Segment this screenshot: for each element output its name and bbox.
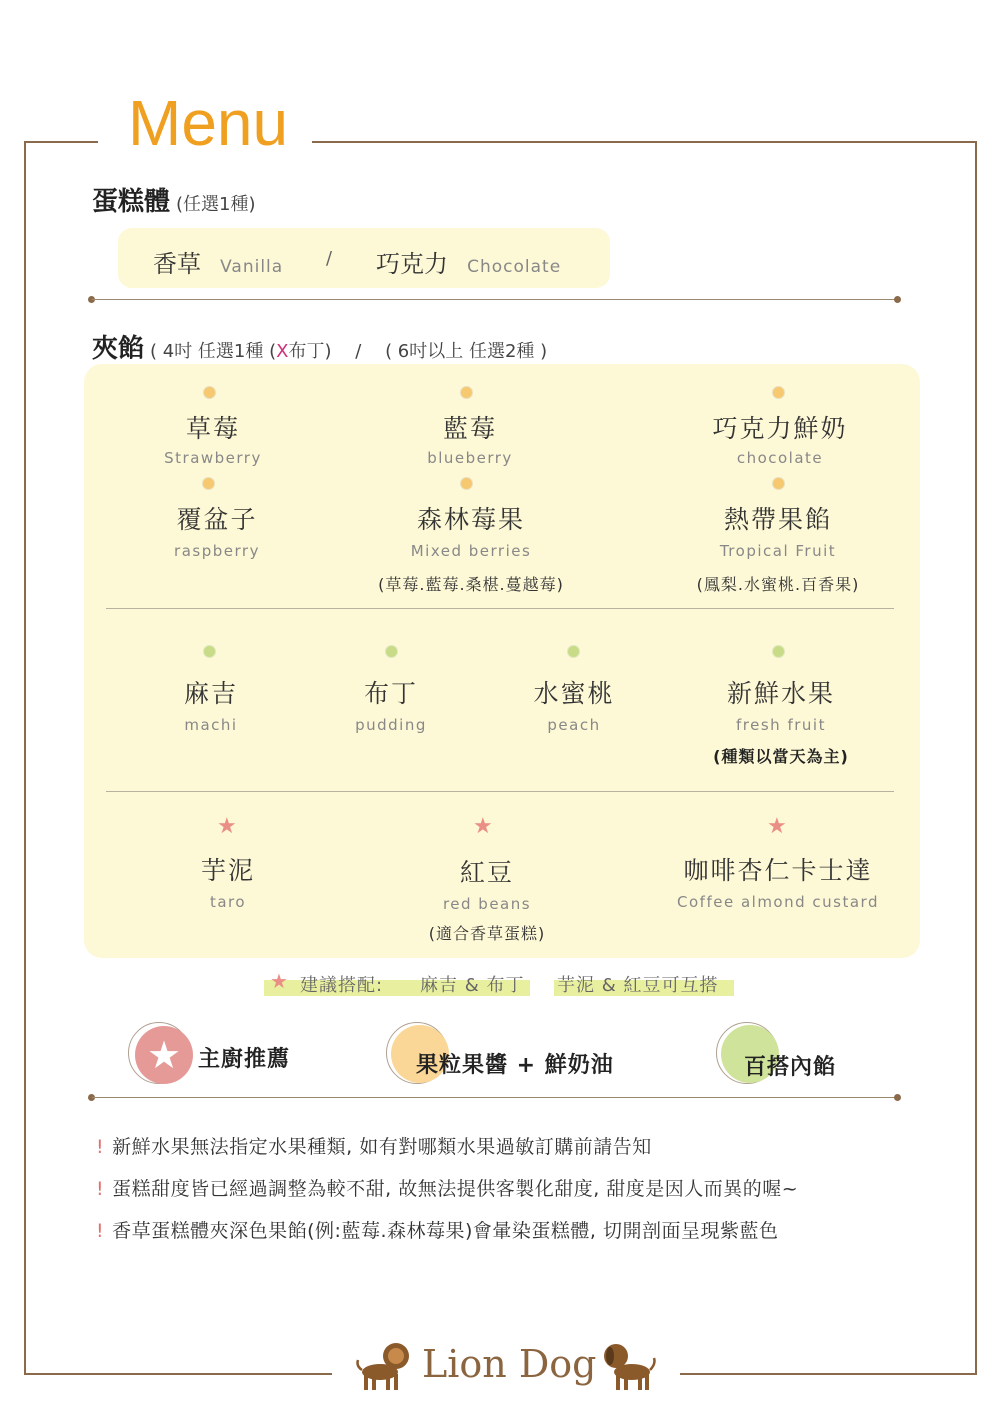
section-divider [92, 1097, 898, 1098]
warning-mark-icon: ! [96, 1220, 105, 1242]
filling-item [658, 500, 898, 595]
filling-note-x: X [276, 341, 289, 362]
filling-sub: (適合香草蛋糕) [428, 924, 546, 943]
frame-top-right [312, 141, 977, 143]
filling-zh: 巧克力鮮奶 [712, 414, 848, 443]
suggestion-pair-1: 麻吉 & 布丁 [420, 975, 525, 996]
filling-note [150, 337, 547, 363]
filling-note-part2: 布丁) [288, 341, 332, 362]
filling-en: Coffee almond custard [677, 893, 879, 911]
filling-zh: 芋泥 [200, 856, 255, 885]
filling-heading-row [92, 328, 547, 365]
brand-name: Lion Dog [422, 1342, 597, 1386]
filling-en: Mixed berries [410, 542, 532, 560]
filling-note-separator: / [355, 341, 362, 362]
divider-dot [894, 1094, 901, 1101]
cake-base-heading: 蛋糕體 [92, 187, 171, 217]
filling-en: pudding [355, 716, 427, 734]
cake-base-option-vanilla [153, 244, 283, 279]
filling-zh: 布丁 [363, 679, 418, 708]
filling-en: machi [184, 716, 238, 734]
filling-item [97, 500, 337, 560]
green-dot-icon [203, 645, 216, 658]
lion-icon [356, 1338, 412, 1394]
cake-base-note: (任選1種) [176, 194, 256, 215]
star-icon: ★ [217, 814, 237, 839]
suggestion-label: 建議搭配: [300, 975, 384, 996]
filling-item [108, 851, 348, 911]
filling-zh: 麻吉 [183, 679, 238, 708]
filling-item [350, 409, 590, 467]
warning-mark-icon: ! [96, 1178, 105, 1200]
star-icon: ★ [767, 814, 787, 839]
star-icon: ★ [473, 814, 493, 839]
filling-en: blueberry [427, 449, 513, 467]
filling-zh: 紅豆 [459, 858, 514, 887]
filling-en: taro [209, 893, 247, 911]
filling-item [638, 851, 918, 911]
cake-base-option-chocolate [376, 244, 561, 279]
legend-star-label: 主廚推薦 [198, 1047, 291, 1072]
group-divider [106, 608, 894, 609]
yellow-dot-icon [460, 477, 473, 490]
filling-en: peach [547, 716, 601, 734]
filling-note-part3: ( 6吋以上 任選2種 ) [385, 341, 548, 362]
filling-en: chocolate [736, 449, 824, 467]
option-zh: 香草 [153, 250, 201, 278]
dog-icon [600, 1340, 656, 1394]
filling-sub: (鳳梨.水蜜桃.百香果) [696, 575, 860, 594]
note-text: 新鮮水果無法指定水果種類, 如有對哪類水果過敏訂購前請告知 [112, 1136, 652, 1158]
green-dot-icon [385, 645, 398, 658]
filling-item [660, 409, 900, 467]
filling-en: fresh fruit [736, 716, 826, 734]
filling-zh: 熱帶果餡 [723, 505, 832, 534]
frame-left [24, 141, 26, 1374]
note-text: 香草蛋糕體夾深色果餡(例:藍莓.森林莓果)會暈染蛋糕體, 切開剖面呈現紫藍色 [112, 1220, 779, 1242]
filling-en: red beans [442, 895, 532, 913]
star-icon: ★ [135, 1026, 193, 1084]
frame-bottom-right [680, 1373, 977, 1375]
filling-zh: 新鮮水果 [726, 679, 835, 708]
yellow-dot-icon [203, 386, 216, 399]
frame-bottom-left [24, 1373, 332, 1375]
yellow-dot-icon [460, 386, 473, 399]
green-dot-icon [567, 645, 580, 658]
legend-yellow-label: 果粒果醬 + 鮮奶油 [416, 1053, 614, 1078]
green-dot-icon [772, 645, 785, 658]
cake-base-separator: / [326, 248, 333, 269]
filling-heading: 夾餡 [92, 334, 145, 364]
filling-zh: 水蜜桃 [533, 679, 615, 708]
frame-top-left [24, 141, 98, 143]
frame-right [975, 141, 977, 1374]
option-en: Chocolate [467, 257, 562, 277]
filling-item [454, 674, 694, 734]
page-title: Menu [128, 87, 289, 159]
filling-item [351, 500, 591, 595]
yellow-dot-icon [772, 477, 785, 490]
group-divider [106, 791, 894, 792]
legend-green-label: 百搭內餡 [744, 1055, 837, 1080]
yellow-dot-icon [202, 477, 215, 490]
note-text: 蛋糕甜度皆已經過調整為較不甜, 故無法提供客製化甜度, 甜度是因人而異的喔~ [112, 1178, 799, 1200]
note-item [96, 1174, 798, 1201]
star-icon: ★ [270, 969, 288, 993]
filling-item [367, 853, 607, 944]
filling-item [93, 409, 333, 467]
filling-zh: 覆盆子 [176, 505, 258, 534]
filling-zh: 森林莓果 [416, 505, 525, 534]
filling-en: Strawberry [164, 449, 262, 467]
divider-dot [894, 296, 901, 303]
filling-item [661, 674, 901, 767]
option-zh: 巧克力 [376, 250, 448, 278]
filling-en: Tropical Fruit [719, 542, 837, 560]
note-item [96, 1132, 652, 1159]
filling-sub: (種類以當天為主) [713, 747, 849, 766]
section-divider [92, 299, 898, 300]
yellow-dot-icon [772, 386, 785, 399]
filling-sub: (草莓.藍莓.桑椹.蔓越莓) [378, 575, 564, 594]
filling-zh: 咖啡杏仁卡士達 [683, 856, 873, 885]
filling-zh: 藍莓 [442, 414, 497, 443]
warning-mark-icon: ! [96, 1136, 105, 1158]
filling-en: raspberry [174, 542, 260, 560]
cake-base-heading-row [92, 181, 256, 218]
filling-note-part1: ( 4吋 任選1種 ( [150, 341, 277, 362]
note-item [96, 1216, 778, 1243]
option-en: Vanilla [220, 257, 284, 277]
suggestion-pair-2: 芋泥 & 紅豆可互搭 [557, 975, 719, 996]
filling-zh: 草莓 [185, 414, 240, 443]
